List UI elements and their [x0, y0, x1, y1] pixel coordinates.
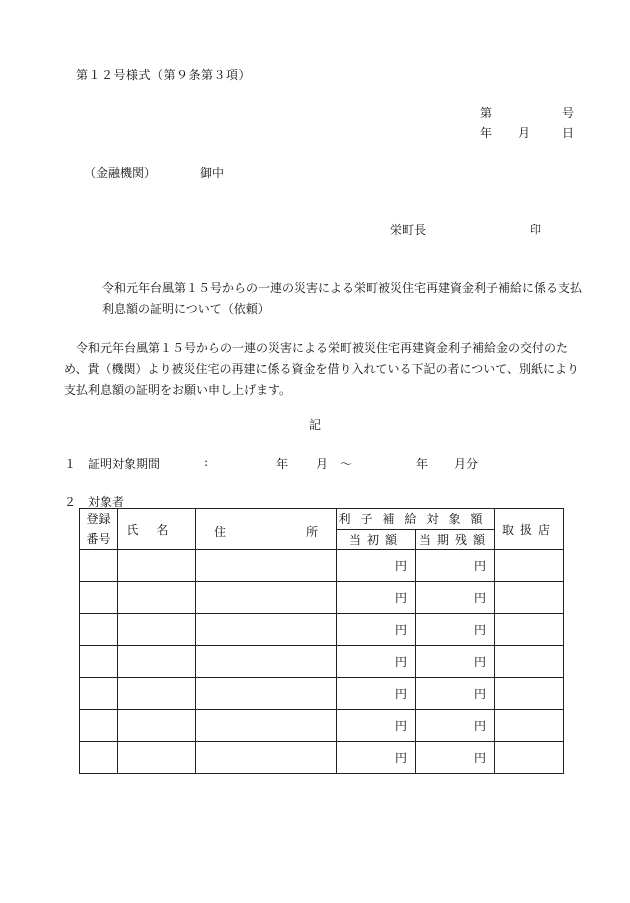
period-end-month: 月分 [454, 457, 479, 471]
table-row [80, 646, 564, 678]
recipient [84, 164, 224, 181]
subjects-label: ２ 対象者 [64, 495, 125, 509]
ki-heading: 記 [309, 418, 322, 432]
initial-yen: 円 [337, 646, 416, 678]
subject: 令和元年台風第１５号からの一連の災害による栄町被災住宅再建資金利子補給に係る支払利息額の証明について（依頼） [102, 281, 583, 316]
subjects-table [79, 508, 564, 774]
date-year: 年 [480, 126, 493, 140]
balance-yen: 円 [416, 614, 495, 646]
balance-yen: 円 [416, 582, 495, 614]
header-address [196, 509, 337, 550]
header-dealer: 取扱店 [495, 509, 564, 550]
period-colon: : [204, 455, 209, 469]
header-registration-number [80, 509, 118, 550]
table-row [80, 614, 564, 646]
header-reg-line2: 番号 [86, 532, 111, 546]
header-name: 氏名 [118, 509, 196, 550]
initial-yen: 円 [337, 742, 416, 774]
initial-yen: 円 [337, 582, 416, 614]
balance-yen: 円 [416, 742, 495, 774]
balance-yen: 円 [416, 550, 495, 582]
initial-yen: 円 [337, 550, 416, 582]
header-interest-subsidy: 利子補給対象額 [337, 509, 495, 530]
header-balance: 当期残額 [416, 529, 495, 550]
period-start-year: 年 [276, 457, 289, 471]
issuer-title: 栄町長 [390, 223, 427, 237]
period-label: １ 証明対象期間 [64, 457, 161, 471]
initial-yen: 円 [337, 614, 416, 646]
balance-yen: 円 [416, 710, 495, 742]
balance-yen: 円 [416, 646, 495, 678]
header-initial-amount: 当初額 [337, 529, 416, 550]
initial-yen: 円 [337, 710, 416, 742]
date-month: 月 [518, 126, 531, 140]
period-end-year: 年 [416, 457, 429, 471]
recipient-honorific: 御中 [200, 166, 225, 180]
header-addr-char1: 住 [214, 525, 227, 539]
document-number [480, 104, 575, 121]
seal-mark: 印 [530, 223, 541, 236]
balance-yen: 円 [416, 678, 495, 710]
table-row [80, 710, 564, 742]
table-row [80, 678, 564, 710]
document-date [480, 124, 575, 141]
date-day: 日 [562, 126, 575, 140]
number-prefix: 第 [480, 106, 493, 120]
table-row [80, 742, 564, 774]
header-reg-line1: 登録 [86, 512, 111, 526]
form-label: 第１２号様式（第９条第３項） [76, 68, 252, 82]
header-addr-char2: 所 [305, 525, 318, 539]
number-suffix: 号 [562, 106, 575, 120]
recipient-institution: （金融機関） [84, 166, 157, 180]
initial-yen: 円 [337, 678, 416, 710]
table-row [80, 550, 564, 582]
body-text: 令和元年台風第１５号からの一連の災害による栄町被災住宅再建資金利子補給金の交付のため、貴（機関）より被災住宅の再建に係る資金を借り入れている下記の者について、別紙により支払利息額の証明をお願い申し上げます。 [64, 341, 580, 397]
table-row [80, 582, 564, 614]
period-start-month: 月 [316, 457, 329, 471]
period-tilde: ～ [340, 457, 353, 471]
